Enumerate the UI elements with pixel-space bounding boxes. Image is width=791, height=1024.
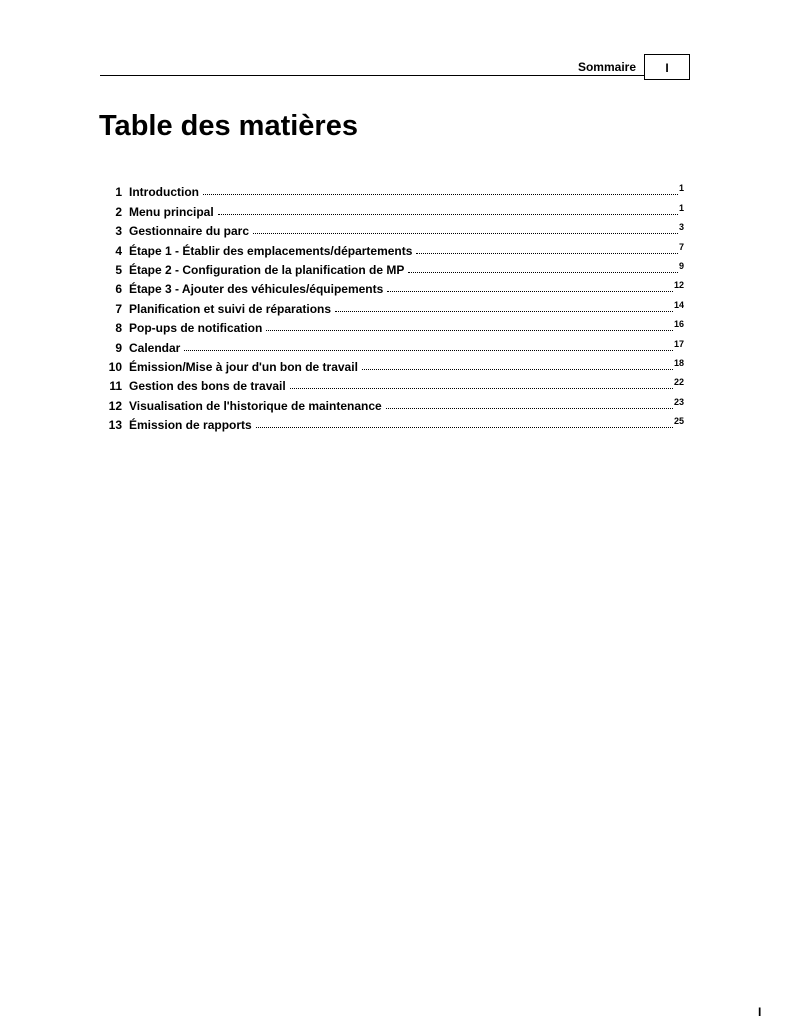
toc-entry-number: 6 <box>115 282 122 297</box>
toc-entry-number: 2 <box>115 204 122 219</box>
toc-leader-dots <box>408 272 678 273</box>
toc-leader-dots <box>203 194 678 195</box>
toc-leader-dots <box>253 233 678 234</box>
toc-entry-number: 1 <box>115 185 122 200</box>
toc-entry-title: Étape 3 - Ajouter des véhicules/équipements <box>129 282 384 297</box>
header-section-label: Sommaire <box>577 60 636 74</box>
toc-leader-dots <box>416 253 678 254</box>
toc-entry-number: 4 <box>115 243 122 258</box>
toc-entry[interactable] <box>104 413 684 432</box>
toc-leader-dots <box>184 350 673 351</box>
toc-entry-title: Émission de rapports <box>129 418 252 433</box>
toc-entry-page: 22 <box>673 377 684 388</box>
toc-entry-number: 12 <box>108 398 122 413</box>
header-rule <box>100 75 644 76</box>
toc-entry[interactable] <box>104 258 684 277</box>
toc-entry[interactable] <box>104 180 684 199</box>
toc-entry-page: 1 <box>678 202 684 213</box>
toc-entry[interactable] <box>104 393 684 412</box>
toc-entry[interactable] <box>104 238 684 257</box>
table-of-contents <box>104 180 684 432</box>
toc-entry-title: Menu principal <box>129 204 214 219</box>
toc-entry-number: 11 <box>109 379 122 394</box>
toc-leader-dots <box>386 408 673 409</box>
toc-leader-dots <box>266 330 673 331</box>
toc-entry-page: 25 <box>673 416 684 427</box>
toc-entry-number: 13 <box>108 418 122 433</box>
toc-entry-number: 8 <box>115 321 122 336</box>
toc-entry-title: Étape 2 - Configuration de la planification de MP <box>129 262 405 277</box>
toc-entry[interactable] <box>104 355 684 374</box>
toc-entry-page: 1 <box>678 183 684 194</box>
toc-entry-title: Calendar <box>129 340 181 355</box>
footer-page-number: I <box>758 1005 762 1019</box>
toc-entry-title: Pop-ups de notification <box>129 321 263 336</box>
toc-leader-dots <box>362 369 673 370</box>
toc-entry-number: 3 <box>115 224 122 239</box>
toc-entry[interactable] <box>104 335 684 354</box>
toc-entry-page: 9 <box>678 260 684 271</box>
toc-entry-title: Étape 1 - Établir des emplacements/départements <box>129 243 413 258</box>
toc-entry-number: 5 <box>115 262 122 277</box>
toc-entry[interactable] <box>104 199 684 218</box>
toc-entry-number: 7 <box>115 301 122 316</box>
toc-entry[interactable] <box>104 219 684 238</box>
toc-entry-page: 23 <box>673 396 684 407</box>
toc-entry[interactable] <box>104 277 684 296</box>
toc-entry[interactable] <box>104 296 684 315</box>
toc-entry-number: 10 <box>108 359 122 374</box>
toc-leader-dots <box>387 291 673 292</box>
toc-entry-page: 18 <box>673 357 684 368</box>
toc-leader-dots <box>218 214 678 215</box>
page-title: Table des matières <box>99 110 358 142</box>
toc-entry-page: 3 <box>678 222 684 233</box>
toc-leader-dots <box>335 311 673 312</box>
toc-entry[interactable] <box>104 374 684 393</box>
toc-entry-title: Émission/Mise à jour d'un bon de travail <box>129 359 358 374</box>
toc-leader-dots <box>256 427 673 428</box>
toc-leader-dots <box>290 388 673 389</box>
header-page-box: I <box>644 54 690 80</box>
toc-entry-page: 17 <box>673 338 684 349</box>
toc-entry-title: Gestion des bons de travail <box>129 379 286 394</box>
toc-entry-page: 16 <box>673 319 684 330</box>
toc-entry-page: 12 <box>673 280 684 291</box>
toc-entry-title: Visualisation de l'historique de maintenance <box>129 398 382 413</box>
toc-entry-title: Gestionnaire du parc <box>129 224 250 239</box>
toc-entry-title: Introduction <box>129 185 199 200</box>
toc-entry-number: 9 <box>115 340 122 355</box>
toc-entry-title: Planification et suivi de réparations <box>129 301 332 316</box>
toc-entry-page: 7 <box>678 241 684 252</box>
toc-entry-page: 14 <box>673 299 684 310</box>
toc-entry[interactable] <box>104 316 684 335</box>
